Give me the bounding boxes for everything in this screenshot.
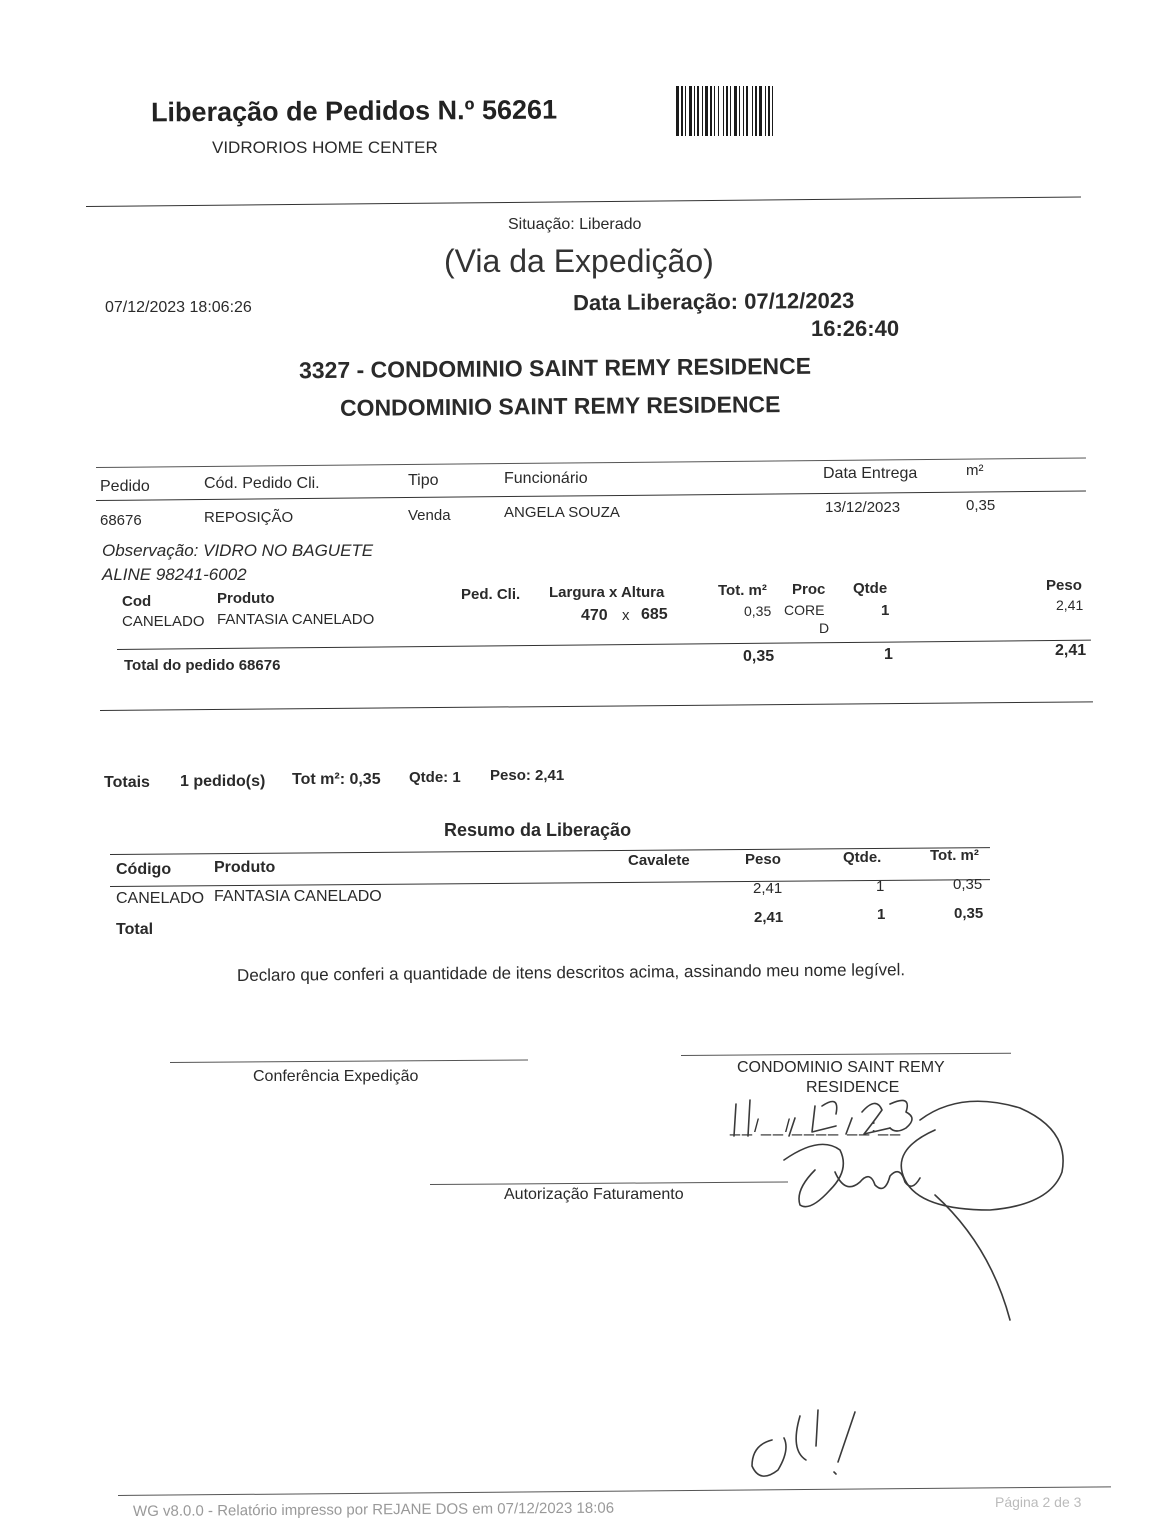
handwritten-signature-initial	[784, 1144, 843, 1206]
totals-label: Totais	[104, 774, 150, 791]
handwritten-date-slash-2	[846, 1118, 852, 1134]
items-col-produto: Produto	[217, 590, 275, 607]
via-label: (Via da Expedição)	[444, 243, 714, 279]
summary-total-qtde: 1	[877, 906, 886, 923]
summary-row-qtde: 1	[876, 878, 885, 895]
summary-col-qtde: Qtde.	[843, 849, 882, 866]
order-total-label: Total do pedido 68676	[124, 657, 281, 674]
totals-peso: Peso: 2,41	[490, 767, 565, 784]
client-line-1: 3327 - CONDOMINIO SAINT REMY RESIDENCE	[298, 352, 812, 384]
handwritten-date-digit-1	[734, 1104, 736, 1136]
footer-printed-by: WG v8.0.0 - Relatório impresso por REJANE DOS em 07/12/2023 18:06	[132, 1499, 615, 1520]
item-x: x	[622, 607, 630, 624]
summary-total-peso: 2,41	[754, 909, 784, 926]
totals-pedidos: 1 pedido(s)	[180, 773, 266, 790]
order-cod-pedido: REPOSIÇÃO	[204, 509, 294, 526]
release-date: Data Liberação: 07/12/2023	[572, 287, 855, 316]
summary-col-peso: Peso	[745, 851, 781, 868]
handwritten-date-digit-6	[890, 1100, 912, 1131]
item-qtde: 1	[881, 602, 890, 619]
order-pedido: 68676	[100, 512, 142, 529]
handwritten-date-digit-5	[862, 1103, 890, 1134]
order-m2: 0,35	[966, 497, 996, 514]
col-cod-pedido: Cód. Pedido Cli.	[204, 475, 320, 492]
client-sign-line-2: RESIDENCE	[806, 1079, 900, 1096]
client-line-2: CONDOMINIO SAINT REMY RESIDENCE	[339, 391, 781, 421]
items-col-cod: Cod	[122, 593, 152, 610]
summary-col-produto: Produto	[214, 859, 276, 876]
declaration-text: Declaro que conferi a quantidade de itens descritos acima, assinando meu nome legível.	[236, 960, 906, 985]
summary-title: Resumo da Liberação	[444, 820, 632, 840]
handwritten-date-slash-1	[789, 1118, 795, 1136]
date-field: __/__/____ __:__	[730, 1116, 903, 1136]
col-funcionario: Funcionário	[504, 470, 588, 487]
col-tipo: Tipo	[408, 472, 439, 489]
summary-row-peso: 2,41	[753, 880, 783, 897]
print-datetime: 07/12/2023 18:06:26	[105, 299, 252, 316]
items-col-tot-m2: Tot. m²	[718, 582, 767, 599]
item-proc-line-1: CORE	[784, 602, 825, 618]
items-col-largura-altura: Largura x Altura	[549, 584, 665, 601]
handwritten-initials-mark-2	[816, 1410, 818, 1446]
item-produto: FANTASIA CANELADO	[217, 611, 375, 628]
totals-qtde: Qtde: 1	[409, 769, 461, 786]
summary-col-codigo: Código	[116, 861, 172, 878]
order-funcionario: ANGELA SOUZA	[504, 504, 620, 521]
document-title: Liberação de Pedidos N.º 56261	[150, 94, 558, 128]
release-time: 16:26:40	[811, 316, 900, 341]
items-col-peso: Peso	[1046, 577, 1082, 594]
items-col-proc: Proc	[792, 581, 826, 598]
col-data-entrega: Data Entrega	[823, 465, 918, 482]
order-tipo: Venda	[408, 507, 451, 524]
handwritten-initials	[752, 1438, 786, 1476]
observation-line-1: Observação: VIDRO NO BAGUETE	[102, 541, 374, 560]
item-tot-m2: 0,35	[744, 603, 772, 619]
summary-row-tot-m2: 0,35	[953, 876, 983, 893]
col-pedido: Pedido	[100, 478, 150, 495]
summary-total-label: Total	[116, 921, 154, 938]
handwritten-initials-dot	[834, 1472, 836, 1474]
item-cod: CANELADO	[122, 613, 205, 630]
footer-page: Página 2 de 3	[995, 1494, 1082, 1510]
company-name: VIDRORIOS HOME CENTER	[212, 138, 438, 157]
col-m2: m²	[966, 462, 984, 479]
client-sign-line-1: CONDOMINIO SAINT REMY	[737, 1059, 945, 1076]
summary-row-produto: FANTASIA CANELADO	[214, 888, 382, 905]
handwritten-date-digit-3	[812, 1106, 836, 1132]
autorizacao-label: Autorização Faturamento	[504, 1186, 684, 1203]
observation-line-2: ALINE 98241-6002	[102, 565, 247, 584]
handwritten-date-digit-4	[822, 1102, 837, 1115]
order-total-qtde: 1	[884, 646, 893, 663]
handwritten-signature-scrawl	[901, 1101, 1063, 1210]
item-altura: 685	[641, 606, 668, 623]
handwritten-initials-mark-1	[796, 1416, 806, 1460]
handwritten-signature-tail	[935, 1195, 1010, 1320]
totals-m2: Tot m²: 0,35	[292, 771, 381, 788]
order-data-entrega: 13/12/2023	[825, 499, 901, 516]
order-total-peso: 2,41	[1055, 642, 1087, 659]
handwritten-signature-name	[835, 1172, 920, 1189]
items-col-ped-cli: Ped. Cli.	[461, 586, 521, 603]
item-largura: 470	[581, 607, 608, 624]
handwritten-initials-mark-3	[838, 1412, 855, 1462]
summary-row-codigo: CANELADO	[116, 890, 205, 907]
items-col-qtde: Qtde	[853, 580, 888, 597]
summary-col-cavalete: Cavalete	[628, 852, 690, 869]
item-proc-line-2: D	[819, 620, 830, 636]
summary-total-tot-m2: 0,35	[954, 905, 984, 922]
summary-col-tot-m2: Tot. m²	[930, 847, 979, 864]
order-total-m2: 0,35	[743, 648, 775, 665]
status-line: Situação: Liberado	[508, 216, 642, 233]
conferencia-label: Conferência Expedição	[253, 1068, 419, 1085]
item-peso: 2,41	[1056, 597, 1084, 613]
handwritten-date-digit-2	[748, 1100, 750, 1136]
